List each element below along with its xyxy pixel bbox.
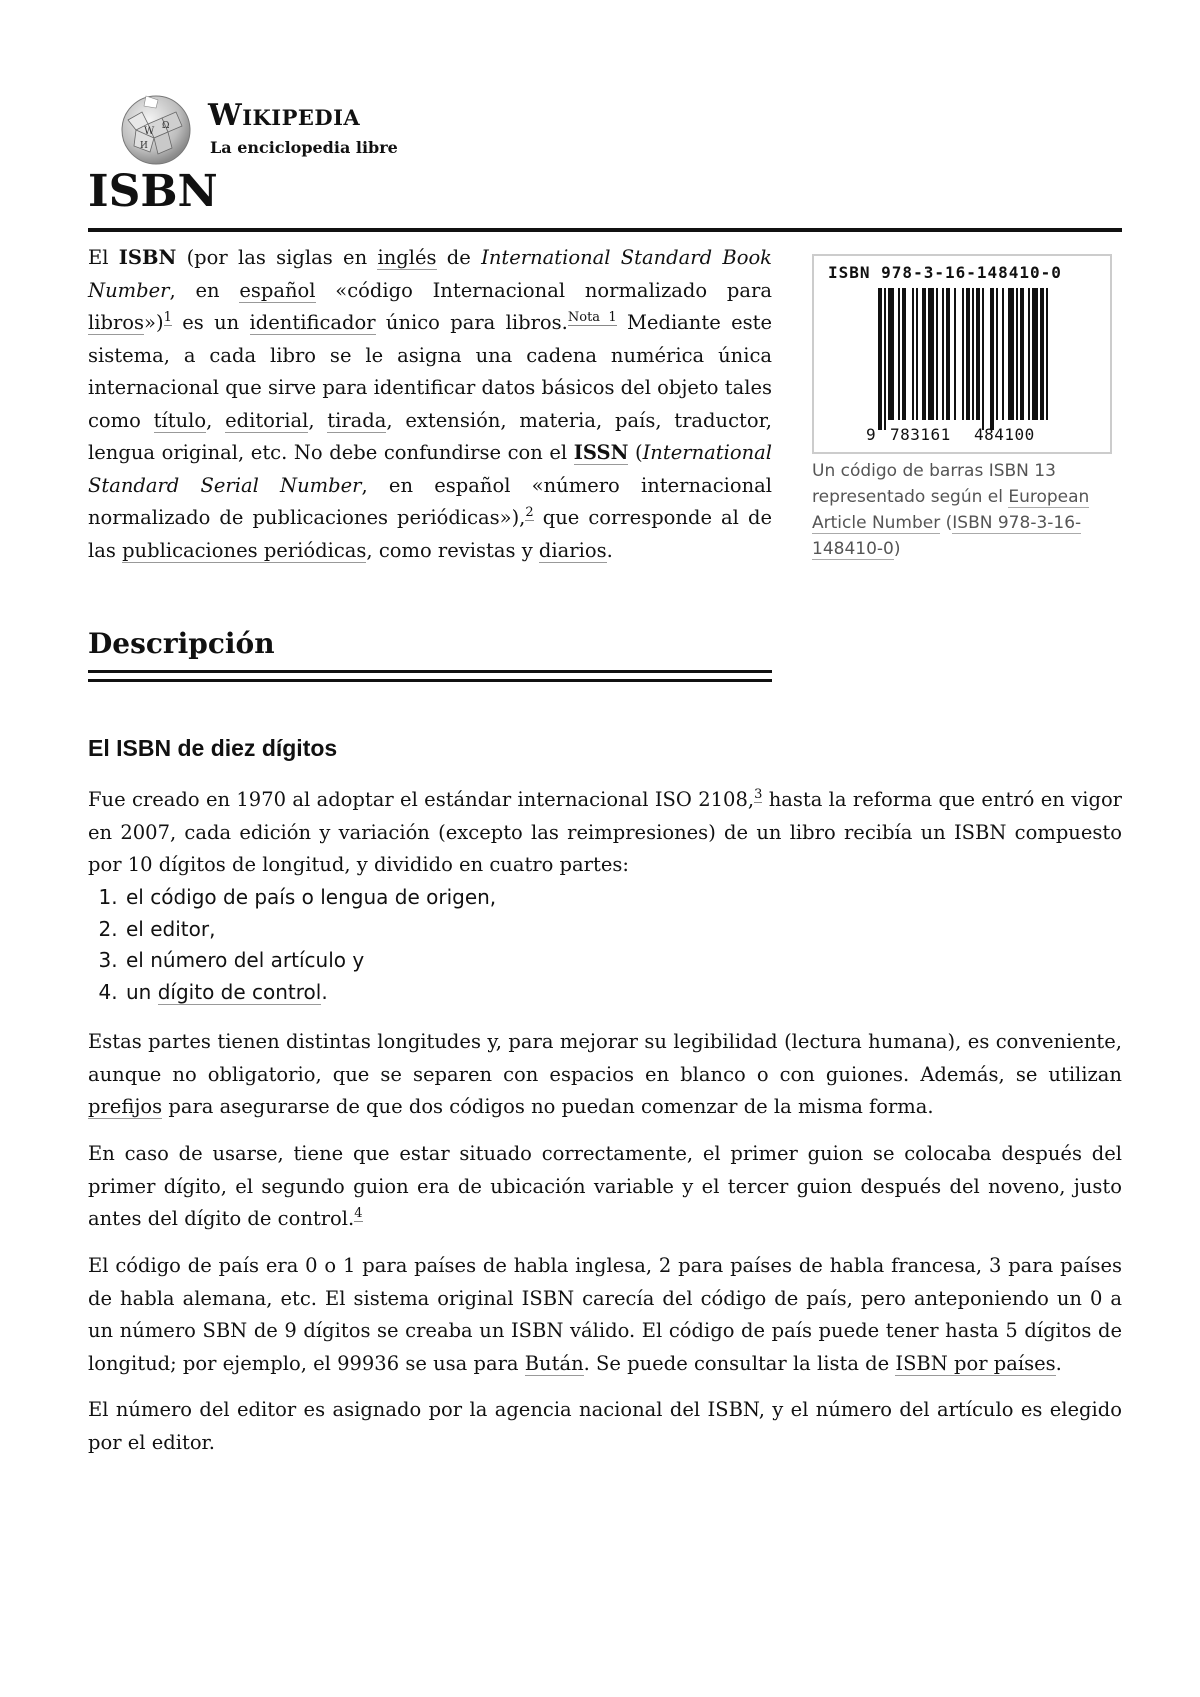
barcode-bar xyxy=(898,288,900,420)
link-identificador[interactable]: identificador xyxy=(249,311,376,334)
barcode-bar xyxy=(996,288,998,420)
reference-2[interactable]: 2 xyxy=(525,505,534,520)
barcode-bar xyxy=(1008,288,1014,420)
barcode-figure xyxy=(812,254,1114,562)
barcode-bar xyxy=(1002,288,1004,420)
barcode-bar xyxy=(972,288,974,420)
barcode-bar xyxy=(982,288,984,430)
barcode-bar xyxy=(878,288,882,430)
barcode-bar xyxy=(922,288,926,420)
barcode-bar xyxy=(902,288,906,420)
link-libros[interactable]: libros xyxy=(88,311,145,334)
svg-text:Ω: Ω xyxy=(162,121,170,131)
barcode-bar xyxy=(1032,288,1038,420)
barcode-bar xyxy=(942,288,944,420)
paragraph-hyphens: En caso de usarse, tiene que estar situado correctamente, el primer guion se colocaba después del primer dígito, el segundo guion era de ubicación variable y el tercer guion después del noveno, justo antes del dígito de control.$^4$ xyxy=(88,1142,1122,1230)
link-tirada[interactable]: tirada xyxy=(327,408,387,432)
wikipedia-tagline: La enciclopedia libre xyxy=(210,138,398,157)
barcode-bar xyxy=(928,288,934,420)
paragraph-origin: Fue creado en 1970 al adoptar el estándar internacional ISO 2108,$^3$ hasta la reforma que entró en vigor en 2007, cada edición y variación (excepto las reimpresiones) de un libro recibía un ISBN compuesto por 10 dígitos de longitud, y dividido en cuatro partes: xyxy=(88,787,1123,876)
subsection-heading: El ISBN de diez dígitos xyxy=(88,735,338,761)
paragraph-publisher: El número del editor es asignado por la agencia nacional del ISBN, y el número del artículo es elegido por el editor. xyxy=(88,1398,1122,1454)
wikipedia-globe-icon xyxy=(118,90,194,166)
link-ingles[interactable]: inglés xyxy=(377,246,437,269)
link-isbn-por-paises[interactable]: ISBN por países xyxy=(895,1351,1056,1375)
barcode-graphic xyxy=(814,256,1110,452)
link-publicaciones-periodicas[interactable]: publicaciones periódicas xyxy=(122,538,367,562)
barcode-bar xyxy=(1016,288,1018,420)
barcode-bar xyxy=(884,288,886,430)
barcode-bar xyxy=(990,288,994,430)
section-divider-2 xyxy=(88,679,772,682)
link-editorial[interactable]: editorial xyxy=(225,408,309,432)
barcode-digits-group-1: 783161 xyxy=(890,425,951,444)
section-divider xyxy=(88,670,772,673)
wikipedia-wordmark: Wikipedia xyxy=(208,98,361,133)
svg-text:W: W xyxy=(144,126,155,137)
link-butan[interactable]: Bután xyxy=(524,1351,584,1375)
barcode-bar xyxy=(916,288,918,420)
list-item: 1. el código de país o lengua de origen, xyxy=(124,882,496,914)
barcode-bar xyxy=(1020,288,1024,420)
barcode-bar xyxy=(1040,288,1044,420)
note-1[interactable]: Nota 1 xyxy=(567,310,617,325)
list-item: 4. un dígito de control. xyxy=(124,977,496,1009)
link-digito-de-control[interactable]: dígito de control xyxy=(157,979,322,1004)
barcode-bar xyxy=(962,288,964,420)
barcode-bar xyxy=(966,288,970,420)
link-titulo[interactable]: título xyxy=(153,408,207,432)
reference-3[interactable]: 3 xyxy=(754,787,763,802)
barcode-digits-group-2: 484100 xyxy=(974,425,1035,444)
link-diarios[interactable]: diarios xyxy=(538,538,607,562)
barcode-bar xyxy=(936,288,938,420)
barcode-bar xyxy=(888,288,894,420)
wikipedia-logo[interactable] xyxy=(118,90,418,170)
lead-paragraph: El ISBN (por las siglas en inglés de International Standard Book Number, en español «código Internacional normalizado para libros»)$^1$ es un identificador único para libros.$^{Nota 1}$ Mediante este sistema, a cada libro se le asigna una cadena numérica única internacional que sirve para identificar datos básicos del objeto tales como título, editorial, tirada, extensión, materia, país, traductor, lengua original, etc. No debe confundirse con el ISSN (International Standard Serial Number, en español «número internacional normalizado de publicaciones periódicas»),$^2$ que corresponde al de las publicaciones periódicas, como revistas y diarios. xyxy=(88,246,773,562)
link-european-article-number[interactable]: European Article Number xyxy=(812,487,1090,533)
barcode-bar xyxy=(946,288,950,420)
page-title: ISBN xyxy=(88,166,218,217)
barcode-caption: Un código de barras ISBN 13 representado según el European Article Number (ISBN 978-3-16-148410-0) xyxy=(812,461,1090,559)
barcode-image[interactable] xyxy=(812,254,1112,454)
barcode-bar xyxy=(954,288,956,420)
svg-text:И: И xyxy=(140,141,148,151)
title-divider xyxy=(88,228,1122,232)
isbn-parts-list xyxy=(88,882,496,1008)
term-isbn: ISBN xyxy=(118,246,177,269)
barcode-digit-left: 9 xyxy=(866,425,876,444)
paragraph-country-code: El código de país era 0 o 1 para países de habla inglesa, 2 para países de habla francesa, 3 para países de habla alemana, etc. El sistema original ISBN carecía del código de país, pero anteponiendo un 0 a un número SBN de 9 dígitos se creaba un ISBN válido. El código de país puede tener hasta 5 dígitos de longitud; por ejemplo, el 99936 se usa para Bután. Se puede consultar la lista de ISBN por países. xyxy=(88,1254,1122,1375)
link-issn[interactable]: ISSN xyxy=(573,441,629,464)
reference-1[interactable]: 1 xyxy=(163,310,172,325)
link-isbn-example[interactable]: ISBN 978-3-16-148410-0 xyxy=(812,513,1082,559)
barcode-top-label: ISBN 978-3-16-148410-0 xyxy=(828,263,1062,282)
list-item: 2. el editor, xyxy=(124,914,496,946)
link-prefijos[interactable]: prefijos xyxy=(88,1095,163,1118)
barcode-bar xyxy=(912,288,914,420)
link-espanol[interactable]: español xyxy=(239,278,316,302)
barcode-bars xyxy=(878,288,1048,430)
list-item: 3. el número del artículo y xyxy=(124,945,496,977)
barcode-bar xyxy=(976,288,980,420)
paragraph-legibility: Estas partes tienen distintas longitudes y, para mejorar su legibilidad (lectura humana), es conveniente, aunque no obligatorio, que se separen con espacios en blanco o con guiones. Además, se utilizan prefijos para asegurarse de que dos códigos no puedan comenzar de la misma forma. xyxy=(88,1030,1122,1118)
reference-4[interactable]: 4 xyxy=(354,1206,363,1221)
barcode-bar xyxy=(1028,288,1030,420)
section-heading-descripcion: Descripción xyxy=(88,627,275,660)
barcode-bar xyxy=(1046,288,1048,420)
